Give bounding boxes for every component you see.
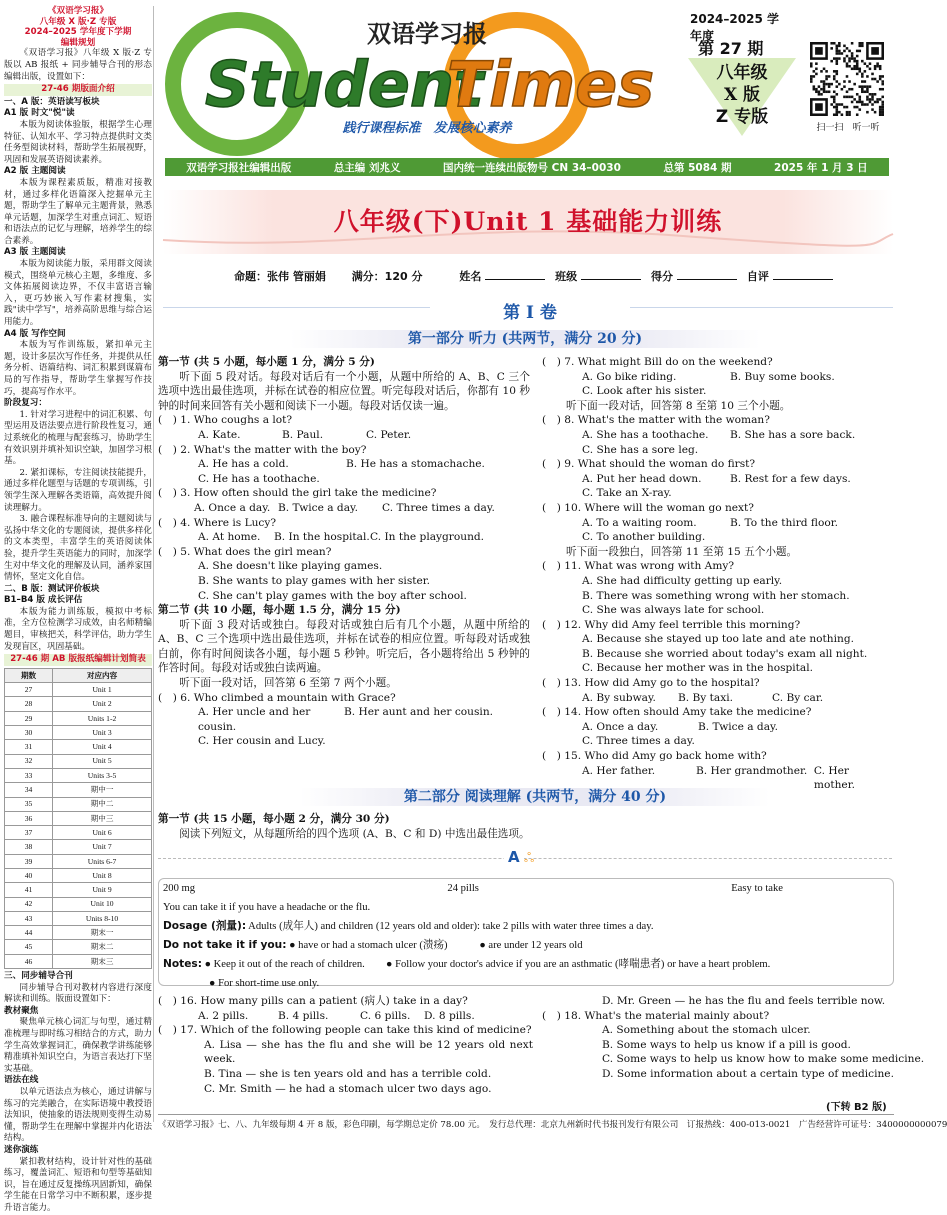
logo-en-student: Student: [205, 48, 484, 121]
sidebar-para: 以单元语法点为核心，通过讲解与练习的完美融合，在实际语境中教授语法知识，使抽象的语法规则变得生动易懂，帮助学生在理解中掌握并内化语法结构。: [4, 1087, 152, 1144]
table-cell: Unit 9: [53, 883, 152, 897]
option[interactable]: A. Once a day.: [582, 720, 659, 733]
doodle-icon: ஃ: [524, 851, 535, 866]
table-cell: Unit 10: [53, 897, 152, 911]
option[interactable]: D. Mr. Green — he has the flu and feels terrible now.: [602, 995, 886, 1007]
table-row: [5, 811, 152, 825]
usage-line: You can take it if you have a headache or the flu.: [163, 902, 371, 913]
table-cell: Units 1-2: [53, 711, 152, 725]
table-cell: Unit 6: [53, 826, 152, 840]
table-cell: Units 8-10: [53, 911, 152, 925]
chief-editor: 总主编 刘兆义: [333, 161, 401, 174]
sidebar-para: 本版为能力训练版，模拟中考标准，全方位检测学习成效，由名师精编题目，审核把关，科学评估，助力学生发现盲区，巩固基础。: [4, 606, 152, 652]
sidebar-plan-title: 编辑规划: [60, 37, 96, 48]
option[interactable]: C. She has a sore leg.: [582, 443, 699, 456]
self-eval-label: 自评: [746, 270, 769, 283]
table-cell: 35: [5, 797, 53, 811]
sidebar-para: 聚焦单元核心词汇与句型，通过精准梳理与即时练习相结合的方式，助力学生高效掌握词汇，确保教学讲练能够精准填补知识空白，为语言表达打下坚实基础。: [4, 1017, 152, 1074]
option[interactable]: A. Go bike riding.: [582, 370, 677, 383]
table-cell: 41: [5, 883, 53, 897]
option[interactable]: B. Twice a day.: [278, 501, 358, 514]
option[interactable]: C. She can't play games with the boy after school.: [198, 589, 467, 602]
table-row: [5, 754, 152, 768]
option[interactable]: C. In the playground.: [370, 531, 485, 544]
table-cell: 期中一: [53, 783, 152, 797]
reading-intro: [158, 812, 888, 841]
table-cell: 39: [5, 854, 53, 868]
table-row: [5, 897, 152, 911]
instructions: 听下面 5 段对话。每段对话后有一个小题，从题中所给的 A、B、C 三个选项中选出最佳选项，并标在试卷的相应位置。听完每段对话后，你都有 10 秒钟的时间来回答有关小题和阅读下一小题。每段对话仅读一遍。: [158, 370, 530, 412]
table-cell: 期中三: [53, 811, 152, 825]
option[interactable]: B. There was something wrong with her stomach.: [582, 589, 850, 602]
option[interactable]: A. She had difficulty getting up early.: [582, 574, 783, 587]
sidebar-heading: 语法在线: [4, 1075, 39, 1086]
qr-code-icon[interactable]: [808, 42, 886, 116]
option[interactable]: A. Lisa — she has the flu and she will be 12 years old next week.: [204, 1038, 533, 1066]
option[interactable]: C. Peter.: [366, 428, 412, 441]
exam-meta: [234, 268, 874, 284]
instructions: 听下面一段对话，回答第 6 至第 7 两个小题。: [179, 677, 397, 690]
option[interactable]: A. By subway.: [582, 691, 656, 704]
table-row: [5, 797, 152, 811]
question: ( ) 12. Why did Amy feel terrible this morning?: [542, 618, 801, 631]
table-cell: Units 6-7: [53, 854, 152, 868]
option[interactable]: A. Her father.: [582, 764, 656, 777]
option[interactable]: A. She doesn't like playing games.: [198, 560, 383, 573]
publication-bar: [165, 158, 889, 176]
donot-item: are under 12 years old: [488, 940, 583, 951]
table-cell: 44: [5, 926, 53, 940]
question: ( ) 16. How many pills can a patient (病人) take in a day?: [158, 995, 468, 1007]
question: ( ) 9. What should the woman do first?: [542, 458, 756, 471]
dosage-label: Dosage (剂量):: [163, 920, 247, 932]
serial-number: 国内统一连续出版物号 CN 34–0030: [443, 161, 621, 174]
option[interactable]: B. Tina — she is ten years old and has a terrible cold.: [204, 1067, 492, 1080]
option[interactable]: B. Paul.: [282, 428, 324, 441]
part1-title: 第一部分 听力 (共两节，满分 20 分): [290, 330, 760, 348]
table-row: [5, 726, 152, 740]
option[interactable]: A. Once a day.: [194, 501, 271, 514]
listening-right: [542, 355, 892, 793]
table-cell: Unit 4: [53, 740, 152, 754]
sidebar-heading: 迷你演练: [4, 1144, 39, 1155]
table-header: 对应内容: [53, 668, 152, 682]
option[interactable]: C. Three times a day.: [382, 501, 495, 514]
instructions: 听下面一段对话，回答第 8 至第 10 三个小题。: [566, 399, 791, 412]
question: ( ) 13. How did Amy go to the hospital?: [542, 677, 760, 690]
exam-author: 命题：张伟 管丽娟: [234, 270, 326, 283]
sidebar-heading: B1–B4 版 成长评估: [4, 595, 83, 606]
sidebar-para: 3. 融合课程标准导向的主题阅读与弘扬中华文化的专题阅读，提供多样化的文本类型，丰富学生的英语阅读体验，提升学生英语能力的同时，加深学生对中华文化的理解及认同，涵养家国情怀，坚定文化自信。: [4, 514, 152, 583]
sidebar-term: 2024–2025 学年度下学期: [24, 27, 132, 38]
table-cell: 期末三: [53, 954, 152, 968]
option[interactable]: B. Rest for a few days.: [730, 472, 851, 485]
option[interactable]: C. She was always late for school.: [582, 604, 765, 617]
reading-right: [542, 994, 925, 1082]
exam-score: 满分：120 分: [351, 270, 423, 283]
scan-caption: 扫一扫 听一听: [816, 123, 880, 133]
table-cell: Units 3-5: [53, 768, 152, 782]
volume-title: 第 Ⅰ 卷: [430, 298, 630, 323]
option[interactable]: A. She has a toothache.: [582, 428, 709, 441]
option[interactable]: C. Her mother.: [813, 764, 855, 792]
table-row: [5, 926, 152, 940]
section-head: 第一节 (共 5 小题，每小题 1 分，满分 5 分): [158, 356, 375, 368]
school-year: 2024–2025 学年度: [690, 12, 779, 43]
sidebar-heading: A3 版 主题阅读: [4, 247, 66, 258]
table-cell: 46: [5, 954, 53, 968]
sidebar-bar-1: 27-46 期版面介绍: [4, 84, 152, 96]
table-cell: 43: [5, 911, 53, 925]
issue-number: 第 27 期: [698, 39, 764, 58]
table-cell: 38: [5, 840, 53, 854]
note-item: Follow your doctor's advice if you are an asthmatic (哮喘患者) or have a heart problem.: [395, 959, 771, 970]
name-field[interactable]: [485, 279, 545, 280]
note-item: For short-time use only.: [218, 978, 320, 989]
sidebar-column: [4, 6, 152, 1213]
question: ( ) 15. Who did Amy go back home with?: [542, 750, 767, 763]
option[interactable]: A. Because she stayed up too late and ate nothing.: [582, 633, 854, 646]
option[interactable]: C. Look after his sister.: [582, 385, 707, 398]
logo-cn-name: 双语学习报: [367, 20, 487, 48]
sidebar-para: 1. 针对学习进程中的词汇积累、句型运用及语法要点进行阶段性复习，通过系统化的梳理与配套练习，协助学生有效识别并填补知识空缺，加固学习根基。: [4, 409, 152, 467]
section-head: 第一节 (共 15 小题，每小题 2 分，满分 30 分): [158, 813, 390, 825]
option[interactable]: B. In the hospital.: [274, 531, 370, 544]
table-row: [5, 911, 152, 925]
question: ( ) 5. What does the girl mean?: [158, 545, 332, 558]
sidebar-heading: 三、同步辅导合刊: [4, 971, 73, 982]
option[interactable]: A. Put her head down.: [582, 472, 702, 485]
option[interactable]: B. He has a stomachache.: [346, 458, 485, 471]
edition-grade: 八年级: [716, 63, 768, 83]
table-cell: 45: [5, 940, 53, 954]
option[interactable]: C. Her cousin and Lucy.: [198, 735, 326, 748]
option[interactable]: C. He has a toothache.: [198, 472, 320, 485]
table-cell: 期末一: [53, 926, 152, 940]
table-cell: 37: [5, 826, 53, 840]
option[interactable]: B. Some ways to help us know if a pill is good.: [602, 1038, 851, 1051]
name-label: 姓名: [459, 270, 482, 283]
points-label: 得分: [651, 270, 674, 283]
option[interactable]: B. Her aunt and her cousin.: [344, 706, 494, 719]
table-cell: 期末二: [53, 940, 152, 954]
self-eval-field[interactable]: [773, 279, 833, 280]
sidebar-para: 本版为课程素质版，精准对接教材，通过多样化语篇深入挖掘单元主题，帮助学生了解单元主题背景，熟悉单元话题，加深学生对重点词汇、短语和语法点的记忆与理解，培养学生的综合素养。: [4, 177, 152, 246]
edition-version: X 版: [723, 85, 761, 105]
table-row: [5, 783, 152, 797]
class-label: 班级: [555, 270, 578, 283]
table-header: 期数: [5, 668, 53, 682]
table-row: [5, 683, 152, 697]
question: ( ) 4. Where is Lucy?: [158, 516, 277, 529]
instructions: 听下面 3 段对话或独白。每段对话或独白后有几个小题，从题中所给的 A、B、C 三个选项中选出最佳选项，并标在试卷的相应位置。听每段对话或独白前，你有时间阅读各小题，每小题 5 秒钟。听完后，各小题将给出 5 秒钟的作答时间。每段对话或独白读两遍。: [158, 618, 530, 675]
logo-en-times: Times: [447, 48, 655, 121]
edition-badge: [688, 56, 796, 136]
question: ( ) 8. What's the matter with the woman?: [542, 414, 770, 427]
option[interactable]: C. To another building.: [582, 531, 706, 544]
question: ( ) 18. What's the material mainly about?: [542, 1009, 770, 1022]
option[interactable]: C. By car.: [772, 691, 824, 704]
option[interactable]: B. She wants to play games with her sister.: [198, 574, 431, 587]
instructions: 听下面一段独白，回答第 11 至第 15 五个小题。: [566, 545, 798, 558]
table-row: [5, 869, 152, 883]
option[interactable]: C. Three times a day.: [582, 735, 695, 748]
question: ( ) 7. What might Bill do on the weekend?: [542, 356, 773, 368]
sidebar-para: 本版为阅读体验版，根据学生心理特征、认知水平、学习特点提供时文类任务型阅读材料，帮助学生拓展视野，巩固和发展英语阅读素养。: [4, 119, 152, 165]
table-row: [5, 711, 152, 725]
dose: 200 mg: [163, 883, 196, 894]
masthead-logo: [165, 6, 685, 158]
table-row: [5, 768, 152, 782]
option[interactable]: B. To the third floor.: [730, 516, 838, 529]
table-cell: Unit 5: [53, 754, 152, 768]
table-cell: 30: [5, 726, 53, 740]
sidebar-divider: [153, 6, 154, 1122]
sidebar-para: 同步辅导合刊对教材内容进行深度解读和训练。版面设置如下：: [4, 982, 152, 1005]
option[interactable]: B. By taxi.: [678, 691, 733, 704]
option[interactable]: A. Kate.: [198, 428, 241, 441]
note-item: Keep it out of the reach of children.: [213, 959, 365, 970]
table-cell: 32: [5, 754, 53, 768]
table-row: [5, 697, 152, 711]
sidebar-para: 本版为写作训练版，紧扣单元主题，设计多层次写作任务，并提供从任务分析、语篇结构、词汇积累到谋篇布局的写作指导，帮助学生掌握写作技巧，提高写作水平。: [4, 340, 152, 397]
table-cell: Unit 1: [53, 683, 152, 697]
option[interactable]: C. Some ways to help us know how to make some medicine.: [602, 1053, 925, 1066]
total-issue: 总第 5084 期: [663, 161, 732, 174]
sidebar-edition: 八年级 X 版·Z 专版: [39, 16, 117, 27]
sidebar-intro: 《双语学习报》八年级 X 版·Z 专版以 AB 报纸 + 同步辅导合刊的形态编辑出版，设置如下：: [4, 48, 152, 82]
option[interactable]: B. Because she worried about today's exam all night.: [582, 647, 868, 660]
question: ( ) 11. What was wrong with Amy?: [542, 560, 735, 573]
sidebar-para: 本版为阅读能力版，采用群文阅读模式，围绕单元核心主题，多维度、多文体拓展阅读边界，不仅丰富语言输入，更巧妙嵌入写作素材搜集，实践"读中学写"，培养高阶思维与综合运用能力。: [4, 259, 152, 328]
continued-note: (下转 B2 版): [826, 1102, 887, 1113]
table-cell: 28: [5, 697, 53, 711]
question: ( ) 2. What's the matter with the boy?: [158, 443, 367, 456]
sidebar-bar-2: 27-46 期 AB 版报纸编辑计划简表: [4, 654, 152, 666]
sidebar-heading: 阶段复习：: [4, 398, 47, 409]
table-row: [5, 826, 152, 840]
option[interactable]: C. Mr. Smith — he had a stomach ulcer two days ago.: [204, 1082, 492, 1095]
reading-left: [158, 994, 533, 1096]
option[interactable]: A. To a waiting room.: [582, 516, 697, 529]
table-cell: 36: [5, 811, 53, 825]
sidebar-heading: 教材聚焦: [4, 1005, 39, 1016]
part2-title: 第二部分 阅读理解 (共两节，满分 40 分): [300, 788, 770, 806]
table-cell: Unit 2: [53, 697, 152, 711]
footer-rule: [158, 1114, 894, 1115]
option[interactable]: B. Buy some books.: [730, 370, 835, 383]
edition-special: Z 专版: [715, 107, 769, 127]
donot-item: have or had a stomach ulcer (溃疡): [298, 940, 448, 951]
question: ( ) 14. How often should Amy take the medicine?: [542, 706, 812, 719]
option[interactable]: C. 6 pills.: [360, 1009, 411, 1022]
table-cell: 31: [5, 740, 53, 754]
table-cell: Unit 7: [53, 840, 152, 854]
listening-left: [158, 355, 530, 749]
notes-label: Notes:: [163, 958, 202, 970]
option[interactable]: D. 8 pills.: [424, 1009, 475, 1022]
table-cell: 期中二: [53, 797, 152, 811]
donot-label: Do not take it if you:: [163, 939, 287, 951]
option[interactable]: A. He has a cold.: [198, 458, 289, 471]
table-cell: 34: [5, 783, 53, 797]
table-cell: 27: [5, 683, 53, 697]
dosage-text: Adults (成年人) and children (12 years old and older): take 2 pills with water three times a day.: [248, 921, 654, 932]
option[interactable]: D. Some information about a certain type of medicine.: [602, 1067, 894, 1080]
question: ( ) 10. Where will the woman go next?: [542, 501, 754, 514]
table-row: [5, 740, 152, 754]
option[interactable]: A. Her uncle and her cousin.: [198, 706, 311, 733]
sidebar-heading: 二、B 版：测试评价板块: [4, 583, 100, 594]
table-row: [5, 883, 152, 897]
sidebar-heading: A4 版 写作空间: [4, 328, 66, 339]
page-title: 八年级(下)Unit 1 基础能力训练: [333, 207, 723, 236]
logo-slogan: 践行课程标准 发展核心素养: [342, 121, 512, 136]
option[interactable]: B. 4 pills.: [278, 1009, 329, 1022]
table-cell: Unit 3: [53, 726, 152, 740]
schedule-table: [4, 668, 152, 969]
table-row: [5, 854, 152, 868]
sidebar-para: 2. 紧扣课标，专注阅读技能提升，通过多样化题型与话题的专项训练，引领学生深入理解各类语篇，高效提升阅读理解力。: [4, 467, 152, 513]
table-row: [5, 940, 152, 954]
section-head: 第二节 (共 10 小题，每小题 1.5 分，满分 15 分): [158, 604, 401, 617]
question: ( ) 1. Who coughs a lot?: [158, 414, 293, 427]
option[interactable]: B. She has a sore back.: [730, 428, 856, 441]
sidebar-heading: A1 版 时文"悦"读: [4, 108, 75, 119]
table-cell: 42: [5, 897, 53, 911]
table-cell: Unit 8: [53, 869, 152, 883]
option[interactable]: C. Take an X-ray.: [582, 487, 672, 500]
option[interactable]: A. 2 pills.: [198, 1009, 249, 1022]
publish-date: 2025 年 1 月 3 日: [774, 161, 868, 174]
table-row: [5, 954, 152, 968]
option[interactable]: B. Twice a day.: [698, 720, 778, 733]
question: ( ) 17. Which of the following people can take this kind of medicine?: [158, 1024, 532, 1037]
points-field[interactable]: [677, 279, 737, 280]
table-cell: 33: [5, 768, 53, 782]
sidebar-heading: A2 版 主题阅读: [4, 166, 66, 177]
table-cell: 40: [5, 869, 53, 883]
sidebar-heading: 一、A 版：英语读写板块: [4, 96, 100, 107]
question: ( ) 6. Who climbed a mountain with Grace?: [158, 691, 396, 704]
class-field[interactable]: [581, 279, 641, 280]
passage-label: A: [504, 848, 524, 866]
option[interactable]: A. At home.: [198, 531, 261, 544]
option[interactable]: A. Something about the stomach ulcer.: [602, 1024, 811, 1037]
instructions: 阅读下列短文，从每题所给的四个选项 (A、B、C 和 D) 中选出最佳选项。: [179, 827, 530, 840]
easy-take: Easy to take: [731, 883, 783, 894]
medicine-notice: 200 mg 24 pills Easy to take You can take it if you have a headache or the flu. Dosage (剂量): Adults (成年人) and children (12 years old and older): take 2 pills with water three times a day. Do not take it if you: ● have or had a stomach ulcer (溃疡) ● are under 12 years old Notes: ● Keep it out of the reach of children. ● Follow your doctor's advice if you are an asthmatic (哮喘患者) or have a heart problem. ● For short-time use only.: [158, 878, 894, 986]
option[interactable]: B. Her grandmother.: [696, 764, 808, 777]
pill-count: 24 pills: [447, 883, 479, 894]
footer: 《双语学习报》七、八、九年级每期 4 开 8 版，彩色印刷，每学期总定价 78.00 元。 发行总代理：北京九州新时代书报刊发行有限公司 订报热线：400-013-0021 广告经营许可证号：3400000000079: [158, 1120, 947, 1130]
table-cell: 29: [5, 711, 53, 725]
sidebar-brand: 《双语学习报》: [47, 6, 109, 16]
table-row: [5, 840, 152, 854]
publisher: 双语学习报社编辑出版: [186, 161, 292, 174]
question: ( ) 3. How often should the girl take the medicine?: [158, 487, 437, 500]
sidebar-para: 紧扣教材结构，设计针对性的基础练习，覆盖词汇、短语和句型等基础知识，旨在通过反复操练巩固新知，确保学生能在日常学习中不断积累，逐步提升语言能力。: [4, 1156, 152, 1213]
option[interactable]: C. Because her mother was in the hospital.: [582, 662, 814, 675]
